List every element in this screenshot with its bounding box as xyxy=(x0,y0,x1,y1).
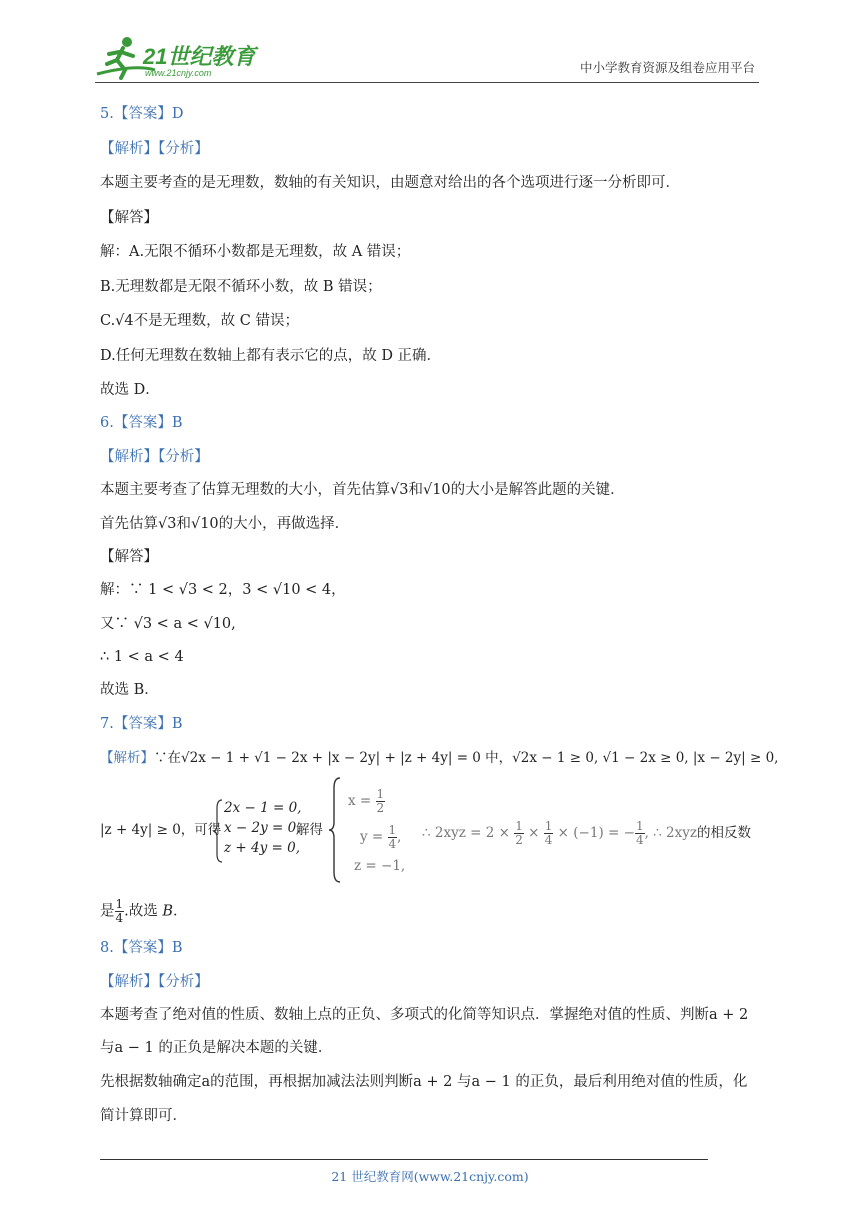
q5-line-3: C.√4不是无理数，故 C 错误； xyxy=(100,313,299,329)
q7-system-eq-1: 2x − 1 = 0, xyxy=(224,800,302,816)
q6-tags: 【解析】【分析】 xyxy=(100,449,209,465)
q5-line-2: B.无理数都是无限不循环小数，故 B 错误； xyxy=(100,279,382,295)
q8-analysis-3: 先根据数轴确定a的范围，再根据加减法法则判断a + 2 与a − 1 的正负，最后利用绝对值的性质，化 xyxy=(100,1074,748,1090)
q7-end-word: 的相反数 xyxy=(696,825,751,841)
q7-solve-word: 解得 xyxy=(296,822,323,838)
q5-line-5: 故选 D． xyxy=(100,382,160,398)
q8-tags: 【解析】【分析】 xyxy=(100,974,209,990)
q7-tag: 【解析】 xyxy=(100,750,154,766)
q5-tags: 【解析】【分析】 xyxy=(100,141,209,157)
left-brace-icon xyxy=(212,798,224,864)
q7-equation-system xyxy=(212,798,302,864)
q6-analysis-1: 本题主要考查了估算无理数的大小，首先估算√3和√10的大小是解答此题的关键． xyxy=(100,482,625,498)
q5-analysis: 本题主要考查的是无理数，数轴的有关知识，由题意对给出的各个选项进行逐一分析即可． xyxy=(100,175,680,191)
footer-text: 21 世纪教育网(www.21cnjy.com) xyxy=(331,1169,529,1184)
q7-solution-system xyxy=(328,776,418,884)
q8-analysis-2: 与a − 1 的正负是解决本题的关键． xyxy=(100,1040,333,1056)
q8-answer: 8.【答案】B xyxy=(100,940,183,956)
q6-answer: 6.【答案】B xyxy=(100,415,183,431)
q5-answer: 5.【答案】D xyxy=(100,106,184,122)
q6-solution-tag: 【解答】 xyxy=(100,549,158,565)
q6-line-2: 又∵ √3 < a < √10, xyxy=(100,616,236,632)
q7-solution-y: y = $\frac{1}{4}$ , xyxy=(360,823,402,851)
platform-name: 中小学教育资源及组卷应用平台 xyxy=(579,60,755,75)
q6-line-4: 故选 B． xyxy=(100,682,159,698)
svg-text:21世纪教育: 21世纪教育 xyxy=(143,44,256,69)
svg-text:www.21cnjy.com: www.21cnjy.com xyxy=(145,68,212,78)
q7-calc: ∴ 2xyz = 2 × $\frac{1}{2}$ × $\frac{1}{4}$ × (−1) = − $\frac{1}{4}$ , ∴ 2xyz的相反数 xyxy=(422,819,751,847)
q6-line-1: 解：∵ 1 < √3 < 2，3 < √10 < 4， xyxy=(100,582,346,598)
footer-divider xyxy=(100,1159,708,1160)
q5-line-1: 解：A.无限不循环小数都是无理数，故 A 错误； xyxy=(100,244,411,260)
q6-line-3: ∴ 1 < a < 4 xyxy=(100,649,184,665)
q7-answer: 7.【答案】B xyxy=(100,716,183,732)
q7-solution-x: x = $\frac{1}{2}$ xyxy=(348,787,385,815)
q6-analysis-2: 首先估算√3和√10的大小，再做选择． xyxy=(100,516,350,532)
site-logo xyxy=(95,34,265,80)
q7-line-2-start: |z + 4y| ≥ 0，可得 xyxy=(100,822,222,838)
page-header xyxy=(95,30,759,83)
q5-solution-tag: 【解答】 xyxy=(100,210,158,226)
q8-analysis-4: 简计算即可． xyxy=(100,1108,187,1124)
q7-conclusion: 是 $\frac{1}{4}$ .故选 B． xyxy=(100,897,188,925)
q7-system-eq-3: z + 4y = 0, xyxy=(224,840,300,856)
q7-system-eq-2: x − 2y = 0, xyxy=(224,820,301,836)
q5-line-4: D.任何无理数在数轴上都有表示它的点，故 D 正确． xyxy=(100,348,442,364)
q7-solution-z: z = −1, xyxy=(354,858,406,874)
left-brace-icon xyxy=(328,776,342,884)
q8-analysis-1: 本题考查了绝对值的性质、数轴上点的正负、多项式的化简等知识点．掌握绝对值的性质、判断a + 2 xyxy=(100,1007,749,1023)
q7-line-1-text: ∵在√2x − 1 + √1 − 2x + |x − 2y| + |z + 4y| = 0 中，√2x − 1 ≥ 0, √1 − 2x ≥ 0, |x − 2y| ≥ 0, xyxy=(154,750,779,766)
q7-line-1 xyxy=(100,748,778,768)
